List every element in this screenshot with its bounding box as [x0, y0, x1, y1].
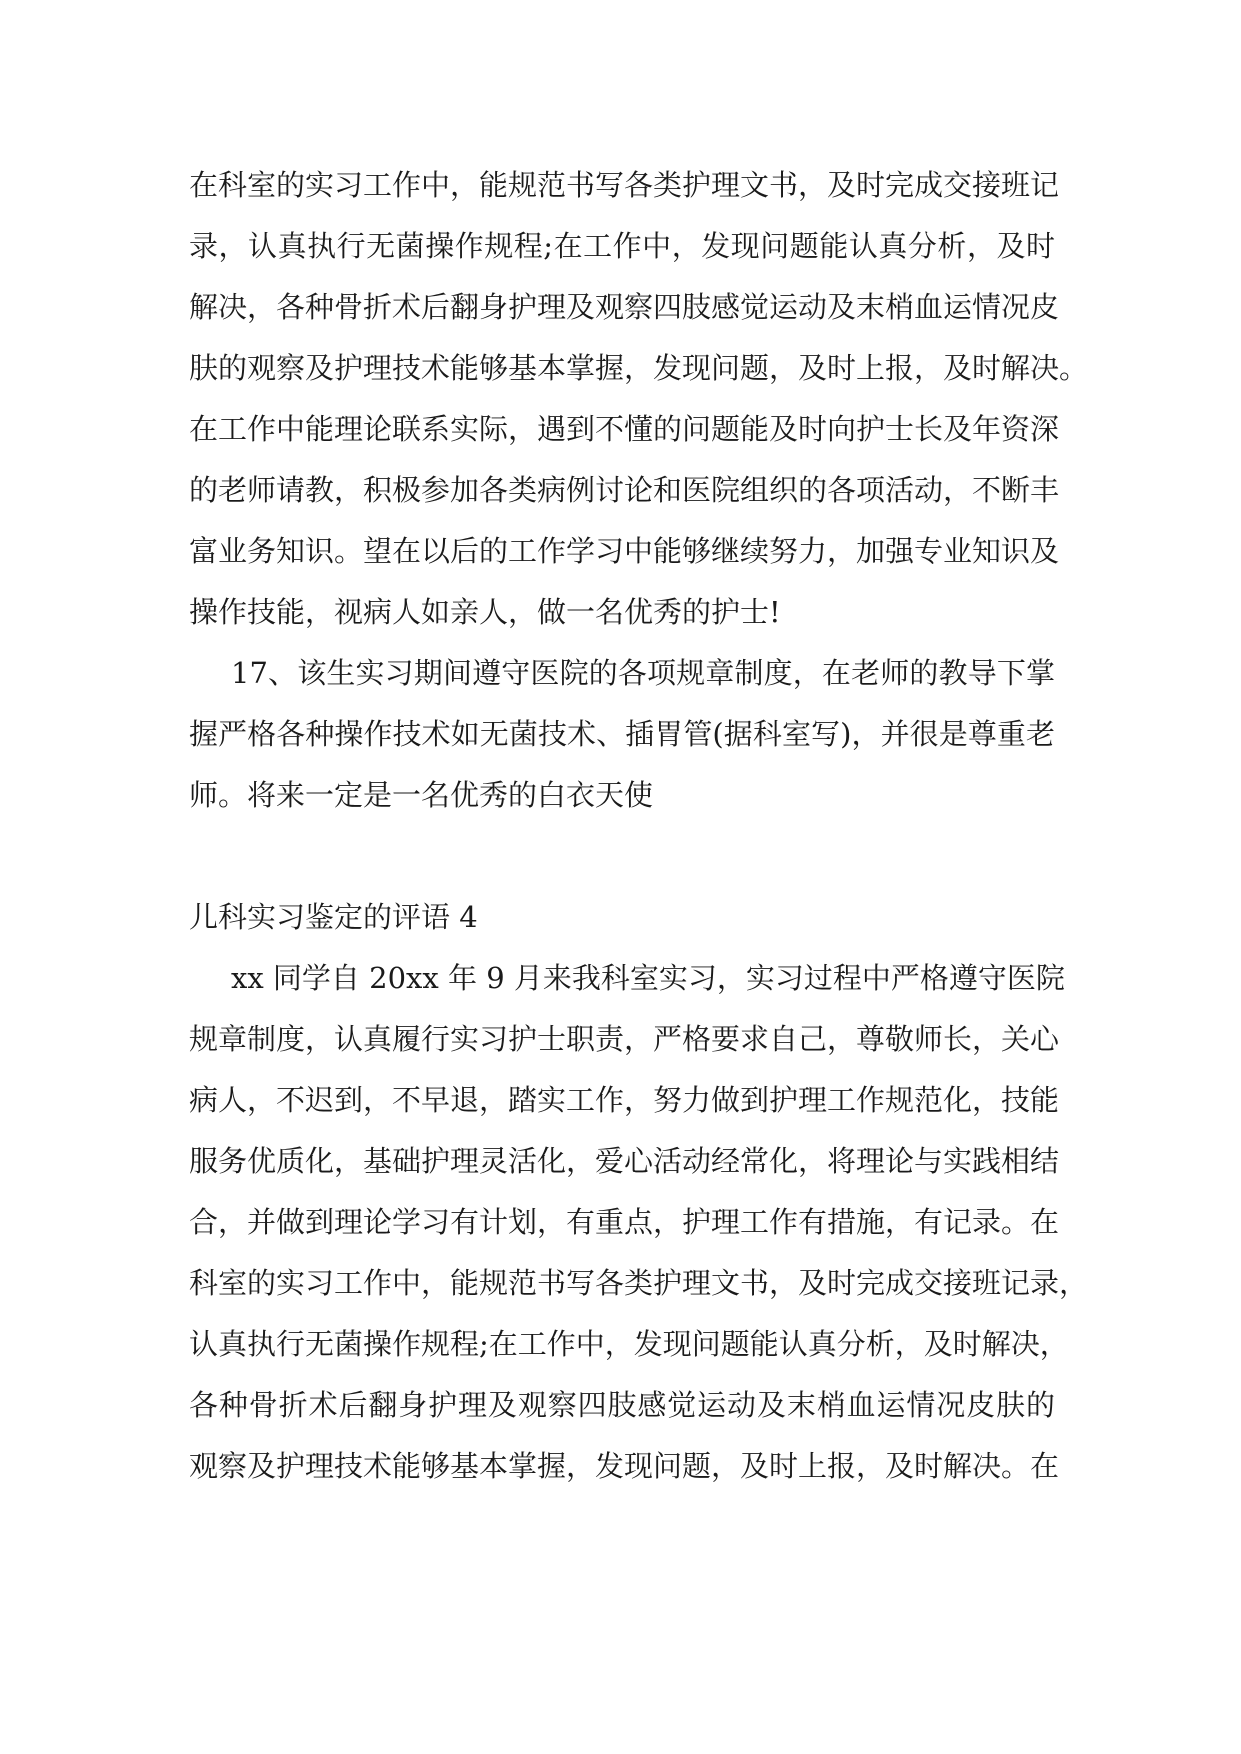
- paragraph-line: 病人，不迟到，不早退，踏实工作，努力做到护理工作规范化，技能: [189, 1083, 1060, 1117]
- paragraph-line: 肤的观察及护理技术能够基本掌握，发现问题，及时上报，及时解决。: [189, 351, 1089, 385]
- paragraph-line: 录，认真执行无菌操作规程;在工作中，发现问题能认真分析，及时: [189, 229, 1055, 263]
- paragraph-line: 认真执行无菌操作规程;在工作中，发现问题能认真分析，及时解决，: [189, 1327, 1069, 1361]
- paragraph-line: 合，并做到理论学习有计划，有重点，护理工作有措施，有记录。在: [189, 1205, 1060, 1239]
- paragraph-line: 各种骨折术后翻身护理及观察四肢感觉运动及末梢血运情况皮肤的: [189, 1388, 1055, 1422]
- paragraph-line: 17、该生实习期间遵守医院的各项规章制度，在老师的教导下掌: [231, 656, 1055, 690]
- paragraph-line: xx 同学自 20xx 年 9 月来我科室实习，实习过程中严格遵守医院: [231, 961, 1065, 995]
- paragraph-line: 握严格各种操作技术如无菌技术、插胃管(据科室写)，并很是尊重老: [189, 717, 1055, 751]
- paragraph-line: 观察及护理技术能够基本掌握，发现问题，及时上报，及时解决。在: [189, 1449, 1060, 1483]
- paragraph-line: 规章制度，认真履行实习护士职责，严格要求自己，尊敬师长，关心: [189, 1022, 1060, 1056]
- paragraph-line: 操作技能，视病人如亲人，做一名优秀的护士!: [189, 595, 781, 629]
- paragraph-line: 的老师请教，积极参加各类病例讨论和医院组织的各项活动，不断丰: [189, 473, 1060, 507]
- paragraph-line: 解决，各种骨折术后翻身护理及观察四肢感觉运动及末梢血运情况皮: [189, 290, 1060, 324]
- paragraph-line: 在科室的实习工作中，能规范书写各类护理文书，及时完成交接班记: [189, 168, 1060, 202]
- paragraph-line: 服务优质化，基础护理灵活化，爱心活动经常化，将理论与实践相结: [189, 1144, 1060, 1178]
- paragraph-line: 富业务知识。望在以后的工作学习中能够继续努力，加强专业知识及: [189, 534, 1060, 568]
- paragraph-line: 师。将来一定是一名优秀的白衣天使: [189, 778, 654, 812]
- paragraph-line: 科室的实习工作中，能规范书写各类护理文书，及时完成交接班记录，: [189, 1266, 1089, 1300]
- paragraph-line: 在工作中能理论联系实际，遇到不懂的问题能及时向护士长及年资深: [189, 412, 1060, 446]
- section-heading: 儿科实习鉴定的评语 4: [189, 900, 478, 934]
